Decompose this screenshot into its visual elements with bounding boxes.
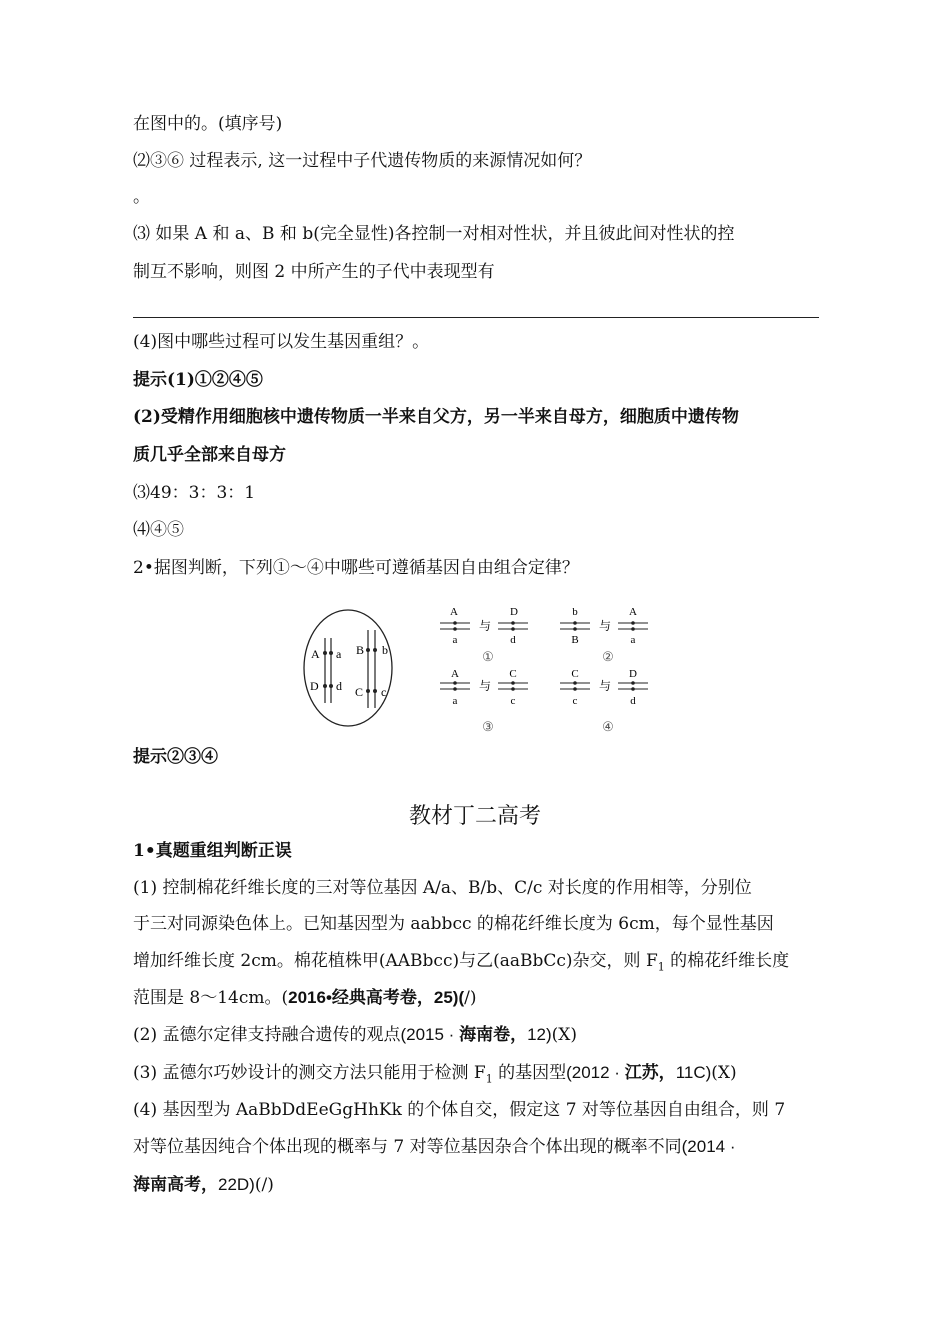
gene-locus (453, 687, 457, 691)
yu-label: 与 (599, 679, 612, 693)
question-1-line: 于三对同源染色体上。已知基因型为 aabbcc 的棉花纤维长度为 6cm，每个显性基因 (133, 914, 774, 934)
source: 2016•经典高考卷，25)( (288, 988, 465, 1007)
text: (3) 孟德尔巧妙设计的测交方法只能用于检测 F (133, 1063, 486, 1083)
text-line: ⑷④⑤ (133, 520, 184, 540)
hint-line: 提示(1)①②④⑤ (133, 370, 263, 390)
gene-locus (373, 689, 377, 693)
gene-locus (366, 689, 370, 693)
gene-label: c (381, 685, 387, 699)
hint-line: (2)受精作用细胞核中遗传物质一半来自父方，另一半来自母方，细胞质中遗传物 (133, 407, 739, 427)
allele-bottom-right: a (630, 634, 636, 646)
source: 海南卷， (459, 1025, 528, 1044)
allele-pair-1 (440, 606, 528, 664)
judgement-mark: (X) (711, 1063, 737, 1083)
gene-locus (511, 687, 515, 691)
question-3-line (133, 1062, 737, 1090)
text: 的基因型 (492, 1063, 567, 1083)
gene-locus (453, 627, 457, 631)
text: 增加纤维长度 2cm。棉花植株甲(AABbcc)与乙(aaBbCc)杂交，则 F (133, 951, 658, 971)
source: 12) (527, 1025, 552, 1044)
gene-label: B (356, 643, 365, 657)
source: (2014 · (681, 1137, 736, 1156)
text: 范围是 8〜14cm。( (133, 988, 289, 1008)
allele-top-right: D (629, 668, 637, 680)
question-4-line: (4) 基因型为 AaBbDdEeGgHhKk 的个体自交，假定这 7 对等位基因自由组合，则 7 (133, 1100, 786, 1120)
gene-locus (329, 651, 333, 655)
question-4-line (133, 1174, 274, 1196)
gene-locus (511, 627, 515, 631)
gene-locus (631, 621, 635, 625)
answer-rule (133, 317, 819, 318)
gene-label: a (336, 647, 342, 661)
gene-locus (573, 627, 577, 631)
allele-top-left: A (450, 606, 458, 618)
pair-number: ④ (602, 719, 614, 734)
text-line: 制互不影响，则图 2 中所产生的子代中表现型有 (133, 262, 495, 282)
allele-top-left: C (571, 668, 579, 680)
text-line: ⑶ 如果 A 和 a、B 和 b(完全显性)各控制一对相对性状，并且彼此间对性状的控 (133, 224, 735, 244)
allele-bottom-left: a (452, 634, 458, 646)
text: 对等位基因纯合个体出现的概率与 7 对等位基因杂合个体出现的概率不同 (133, 1137, 682, 1157)
text: 的棉花纤维长度 (664, 951, 790, 971)
question-4-line (133, 1136, 736, 1158)
text-line: ⑵③⑥ 过程表示, 这一过程中子代遗传物质的来源情况如何？ (133, 151, 592, 171)
gene-locus (453, 681, 457, 685)
text-line: 在图中的。(填序号) (133, 114, 283, 134)
text-line: 。 (133, 187, 150, 207)
source: (2012 · (566, 1063, 625, 1082)
gene-label: A (311, 647, 320, 661)
allele-pair-4 (560, 668, 648, 734)
text-line: ⑶49：3：3：1 (133, 483, 256, 503)
gene-locus (323, 684, 327, 688)
yu-label: 与 (479, 619, 492, 633)
allele-top-right: D (510, 606, 518, 618)
chromosome-figure (300, 598, 660, 736)
allele-bottom-right: c (510, 695, 516, 707)
gene-label: D (310, 679, 319, 693)
question-1-line (133, 950, 789, 978)
allele-bottom-left: a (452, 695, 458, 707)
source: 22D) (218, 1175, 255, 1194)
subscript: 1 (657, 960, 665, 974)
gene-locus (631, 627, 635, 631)
source: 江苏， (624, 1063, 676, 1082)
gene-locus (631, 687, 635, 691)
question-2-line (133, 1024, 577, 1046)
section-heading: 教材丁二高考 (408, 803, 541, 828)
pair-number: ② (602, 649, 614, 664)
gene-locus (511, 681, 515, 685)
allele-top-right: A (629, 606, 637, 618)
gene-locus (573, 687, 577, 691)
allele-bottom-left: B (571, 634, 579, 646)
text-line: 2•据图判断，下列①〜④中哪些可遵循基因自由组合定律？ (133, 558, 579, 578)
gene-locus (453, 621, 457, 625)
hint-line: 质几乎全部来自母方 (133, 445, 286, 465)
allele-top-left: A (451, 668, 459, 680)
yu-label: 与 (479, 679, 492, 693)
source: (2015 · (400, 1025, 460, 1044)
subscript: 1 (485, 1072, 493, 1086)
gene-label: b (382, 643, 388, 657)
question-1-line: (1) 控制棉花纤维长度的三对等位基因 A/a、B/b、C/c 对长度的作用相等，分别位 (133, 878, 752, 898)
pair-number: ① (482, 649, 494, 664)
text: (2) 孟德尔定律支持融合遗传的观点 (133, 1025, 401, 1045)
gene-locus (511, 621, 515, 625)
allele-bottom-right: d (510, 634, 516, 646)
cell-outline (304, 610, 392, 726)
allele-pair-3 (440, 668, 528, 734)
judgement-mark: (X) (551, 1025, 578, 1045)
gene-locus (329, 684, 333, 688)
section-title: 1•真题重组判断正误 (133, 841, 292, 861)
allele-top-left: b (572, 606, 578, 618)
gene-locus (573, 681, 577, 685)
source: 11C) (675, 1063, 712, 1082)
hint-line: 提示②③④ (133, 747, 218, 767)
yu-label: 与 (599, 619, 612, 633)
gene-locus (323, 651, 327, 655)
gene-locus (573, 621, 577, 625)
question-1-line (133, 987, 477, 1009)
gene-locus (366, 648, 370, 652)
gene-label: C (355, 685, 364, 699)
text-line: (4)图中哪些过程可以发生基因重组？。 (133, 332, 430, 352)
gene-locus (373, 648, 377, 652)
allele-pair-2 (560, 606, 648, 664)
gene-label: d (336, 679, 342, 693)
allele-bottom-left: c (572, 695, 578, 707)
judgement-mark: /) (464, 988, 477, 1008)
gene-locus (631, 681, 635, 685)
judgement-mark: (/) (254, 1175, 274, 1195)
pair-number: ③ (482, 719, 494, 734)
source: 海南高考， (133, 1175, 218, 1194)
allele-bottom-right: d (630, 695, 636, 707)
allele-top-right: C (509, 668, 517, 680)
